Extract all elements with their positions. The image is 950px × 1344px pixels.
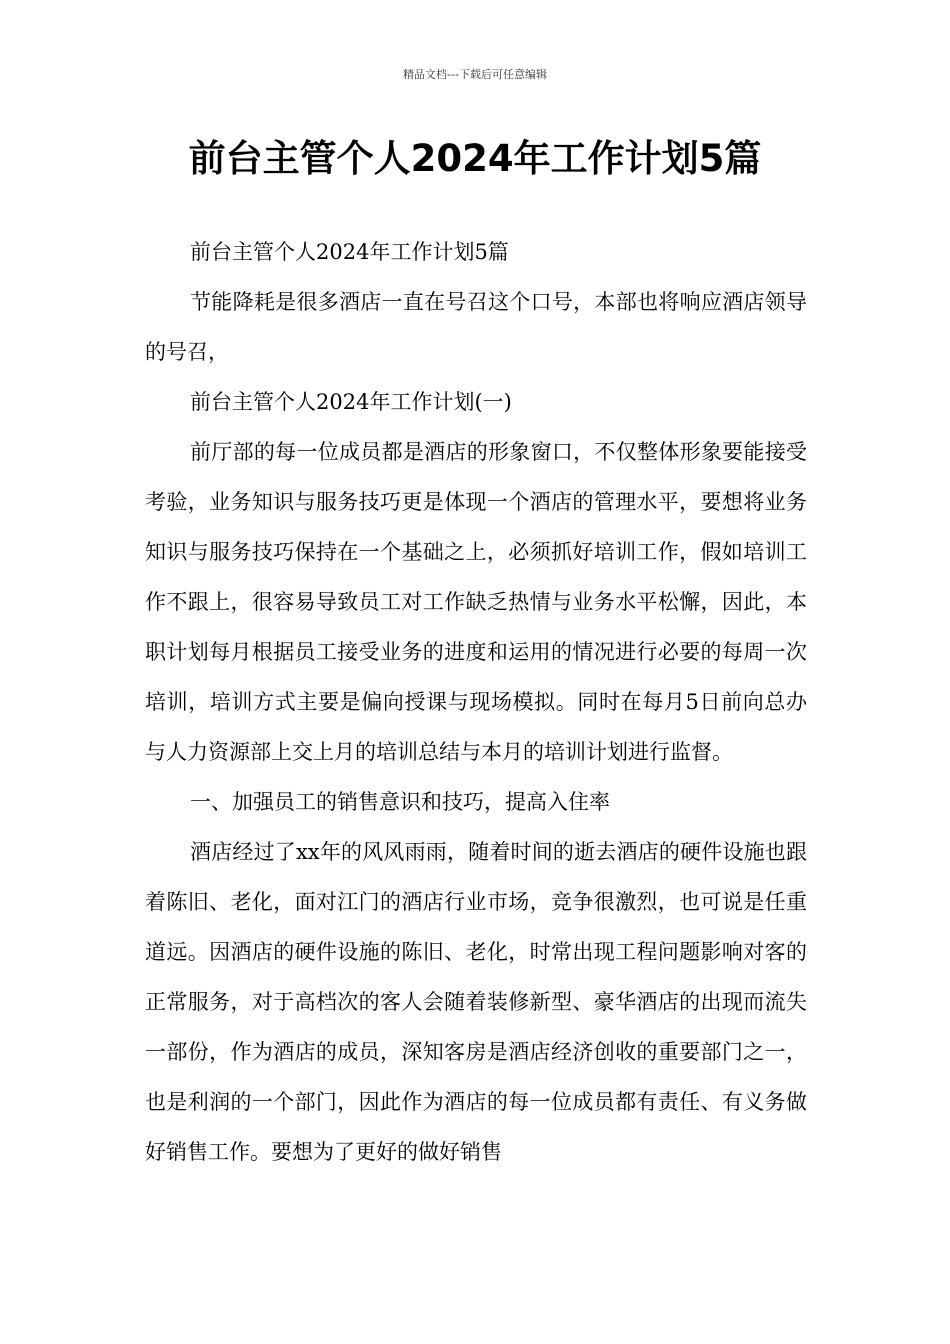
paragraph-heading-sales: 一、加强员工的销售意识和技巧，提高入住率 [190,790,610,814]
document-body [145,227,807,1177]
paragraph-section-heading: 前台主管个人2024年工作计划(一) [190,390,512,414]
paragraph-subtitle: 前台主管个人2024年工作计划5篇 [190,240,509,264]
paragraph-training: 前厅部的每一位成员都是酒店的形象窗口，不仅整体形象要能接受考验，业务知识与服务技巧更是体现一个酒店的管理水平，要想将业务知识与服务技巧保持在一个基础之上，必须抓好培训工作，假如培训工作不跟上，很容易导致员工对工作缺乏热情与业务水平松懈，因此，本职计划每月根据员工接受业务的进度和运用的情况进行必要的每周一次培训，培训方式主要是偏向授课与现场模拟。同时在每月5日前向总办与人力资源部上交上月的培训总结与本月的培训计划进行监督。 [145,440,807,764]
paragraph-sales: 酒店经过了xx年的风风雨雨，随着时间的逝去酒店的硬件设施也跟着陈旧、老化，面对江门的酒店行业市场，竞争很激烈，也可说是任重道远。因酒店的硬件设施的陈旧、老化，时常出现工程问题影响对客的正常服务，对于高档次的客人会随着装修新型、豪华酒店的出现而流失一部份，作为酒店的成员，深知客房是酒店经济创收的重要部门之一，也是利润的一个部门，因此作为酒店的每一位成员都有责任、有义务做好销售工作。要想为了更好的做好销售 [145,840,807,1164]
paragraph-intro: 节能降耗是很多酒店一直在号召这个口号，本部也将响应酒店领导的号召， [145,290,807,364]
page-header: 精品文档---下载后可任意编辑 [403,68,547,81]
document-title: 前台主管个人2024年工作计划5篇 [188,137,762,180]
